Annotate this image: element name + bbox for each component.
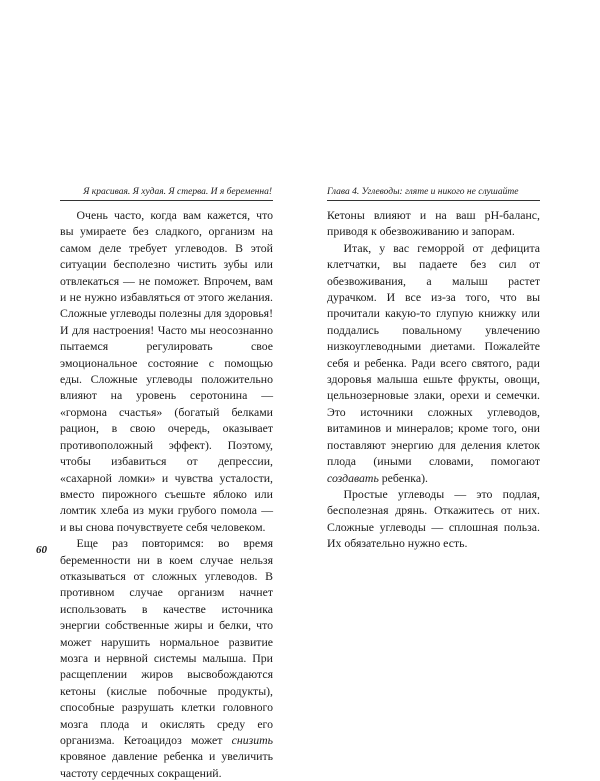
right-paragraph-2-emphasis: создавать [327, 470, 379, 485]
right-paragraph-2-end: ребенка). [378, 470, 428, 485]
left-page [0, 0, 300, 780]
right-paragraph-2 [327, 240, 540, 486]
left-running-head: Я красивая. Я худая. Я стерва. И я беременна! [83, 187, 272, 197]
right-header-rule [327, 200, 540, 201]
right-running-head: Глава 4. Углеводы: гляте и никого не слушайте [327, 187, 519, 197]
right-paragraph-3: Простые углеводы — это подлая, бесполезная дрянь. Откажитесь от них. Сложные углеводы — сплошная польза. Их обязательно нужно есть. [327, 486, 540, 551]
right-paragraph-1: Кетоны влияют и на ваш pH-баланс, приводя к обезвоживанию и запорам. [327, 208, 540, 239]
left-paragraph-2-end: кровяное давление ребенка и увеличить частоту сердечных сокращений. [60, 749, 273, 780]
right-page [300, 0, 600, 750]
left-paragraph-2-emphasis: снизить [231, 733, 273, 747]
left-paragraph-2 [60, 535, 273, 781]
left-header-rule [60, 200, 273, 201]
right-paragraph-2-start: Итак, у вас геморрой от дефицита клетчатки, вы падаете без сил от обезвоживания, а малыш растет дурачком. И все из-за того, что вы прочитали какую-то глупую книжку или поддались повальному увлечению низкоуглеводными диетами. Пожалейте себя и ребенка. Ради всего святого, ради здоровья малыша ешьте фрукты, овощи, цельнозерновые злаки, орехи и семечки. Это источники сложных углеводов, витаминов и минералов; кроме того, они поставляют энергию для деления клеток плода (иными словами, помогают [327, 240, 540, 469]
left-paragraph-2-start: Еще раз повторимся: во время беременности ни в коем случае нельзя отказываться от сложных углеводов. В противном случае организм начнет использовать в качестве источника энергии собственные жиры и белки, что может нарушить нормальное развитие мозга и нервной системы малыша. При расщеплении жиров высвобождаются кетоны (кислые побочные продукты), способные разрушать клетки головного мозга плода и окислять среду его организма. Кетоацидоз может [60, 536, 273, 747]
page-number: 60 [36, 544, 47, 556]
left-body-text [60, 207, 273, 781]
left-paragraph-1: Очень часто, когда вам кажется, что вы умираете без сладкого, организм на самом деле требует углеводов. В этой ситуации бесполезно чистить зубы или отвлекаться — не поможет. Впрочем, вам и не нужно избавляться от этого желания. Сложные углеводы полезны для здоровья! И для настроения! Часто мы неосознанно пытаемся регулировать свое эмоциональное состояние с помощью еды. Сложные углеводы положительно влияют на уровень серотонина — «гормона счастья» (богатый белками рацион, в свою очередь, оказывает противоположный эффект). Поэтому, чтобы избавиться от депрессии, «сахарной ломки» и чувства усталости, вместо пирожного съешьте яблоко или ломтик хлеба из муки грубого помола — и вы снова почувствуете себя человеком. [60, 208, 274, 534]
right-body-text [327, 207, 540, 552]
